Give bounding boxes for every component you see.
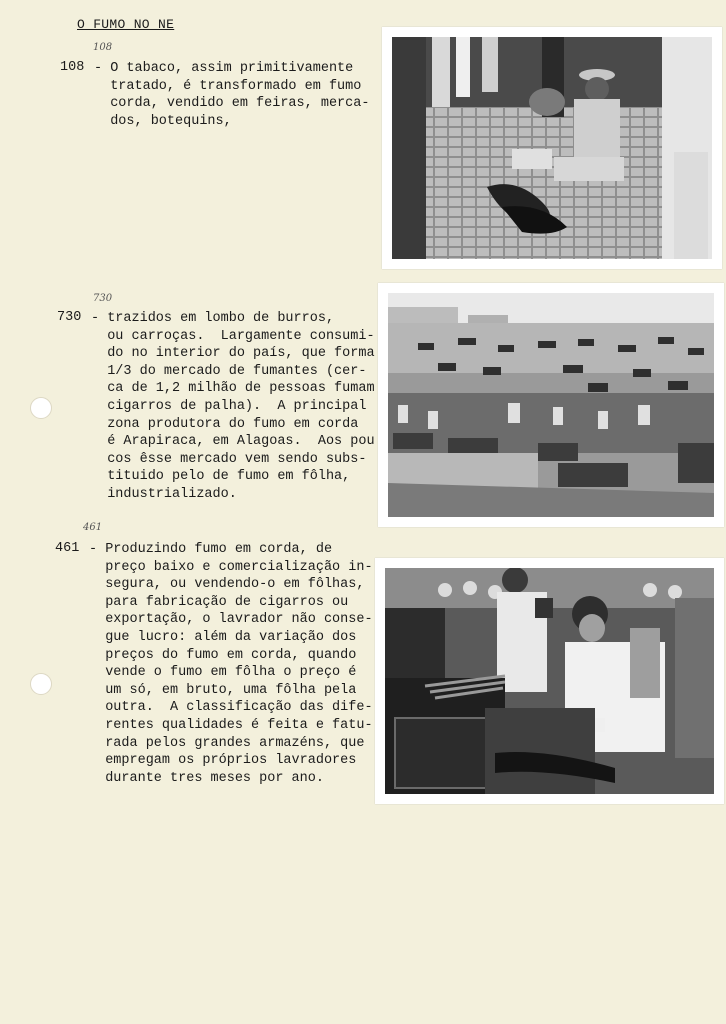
handwritten-number: 108 [93, 42, 113, 53]
handwritten-number: 461 [83, 522, 103, 533]
text-line: vende o fumo em fôlha o preço é [89, 665, 357, 681]
text-line: ca de 1,2 milhão de pessoas fumam [91, 381, 375, 397]
text-line: é Arapiraca, em Alagoas. Aos pou [91, 434, 375, 450]
handwritten-number: 730 [93, 293, 113, 304]
market-vendor-photo [382, 27, 722, 269]
text-line: gue lucro: além da variação dos [89, 629, 357, 645]
text-line: preço baixo e comercialização in- [89, 559, 373, 575]
text-line: corda, vendido em feiras, merca- [94, 96, 370, 112]
text-line: do no interior do país, que forma [91, 346, 375, 362]
text-line: um só, em bruto, uma fôlha pela [89, 682, 357, 698]
tobacco-sorting-photo [375, 558, 724, 804]
text-line: segura, ou vendendo-o em fôlhas, [89, 577, 365, 593]
page-title: O FUMO NO NE [77, 17, 175, 32]
entry-text [94, 60, 369, 130]
entry-text [89, 541, 373, 787]
text-line: para fabricação de cigarros ou [89, 594, 349, 610]
entry-number: 108 [60, 60, 85, 75]
text-line: rentes qualidades é feita e fatu- [89, 717, 373, 733]
text-line: rada pelos grandes armazéns, que [89, 735, 365, 751]
text-line: 1/3 do mercado de fumantes (cer- [91, 363, 367, 379]
entry-number: 730 [57, 310, 82, 325]
text-line: durante tres meses por ano. [89, 770, 324, 786]
text-line: exportação, o lavrador não conse- [89, 612, 373, 628]
text-line: outra. A classificação das dife- [89, 700, 373, 716]
donkey-market-photo [378, 283, 724, 527]
text-line: empregam os próprios lavradores [89, 753, 357, 769]
text-line: ou carroças. Largamente consumi- [91, 328, 375, 344]
text-line: dos, botequins, [94, 113, 232, 129]
text-line: cos êsse mercado vem sendo subs- [91, 451, 367, 467]
donkey-market-photo-icon [388, 293, 714, 517]
market-vendor-photo-icon [392, 37, 712, 259]
text-line: - Produzindo fumo em corda, de [89, 542, 333, 557]
text-line: tituido pelo de fumo em fôlha, [91, 469, 351, 485]
entry-text [91, 310, 375, 504]
text-line: tratado, é transformado em fumo [94, 78, 362, 94]
text-line: zona produtora do fumo em corda [91, 416, 359, 432]
punch-hole-icon [30, 397, 52, 419]
punch-hole-icon [30, 673, 52, 695]
text-line: industrializado. [91, 486, 237, 502]
text-line: cigarros de palha). A principal [91, 398, 367, 414]
text-line: - trazidos em lombo de burros, [91, 311, 335, 326]
text-line: preços do fumo em corda, quando [89, 647, 357, 663]
entry-number: 461 [55, 541, 80, 556]
tobacco-sorting-photo-icon [385, 568, 714, 794]
text-line: - O tabaco, assim primitivamente [94, 61, 354, 76]
